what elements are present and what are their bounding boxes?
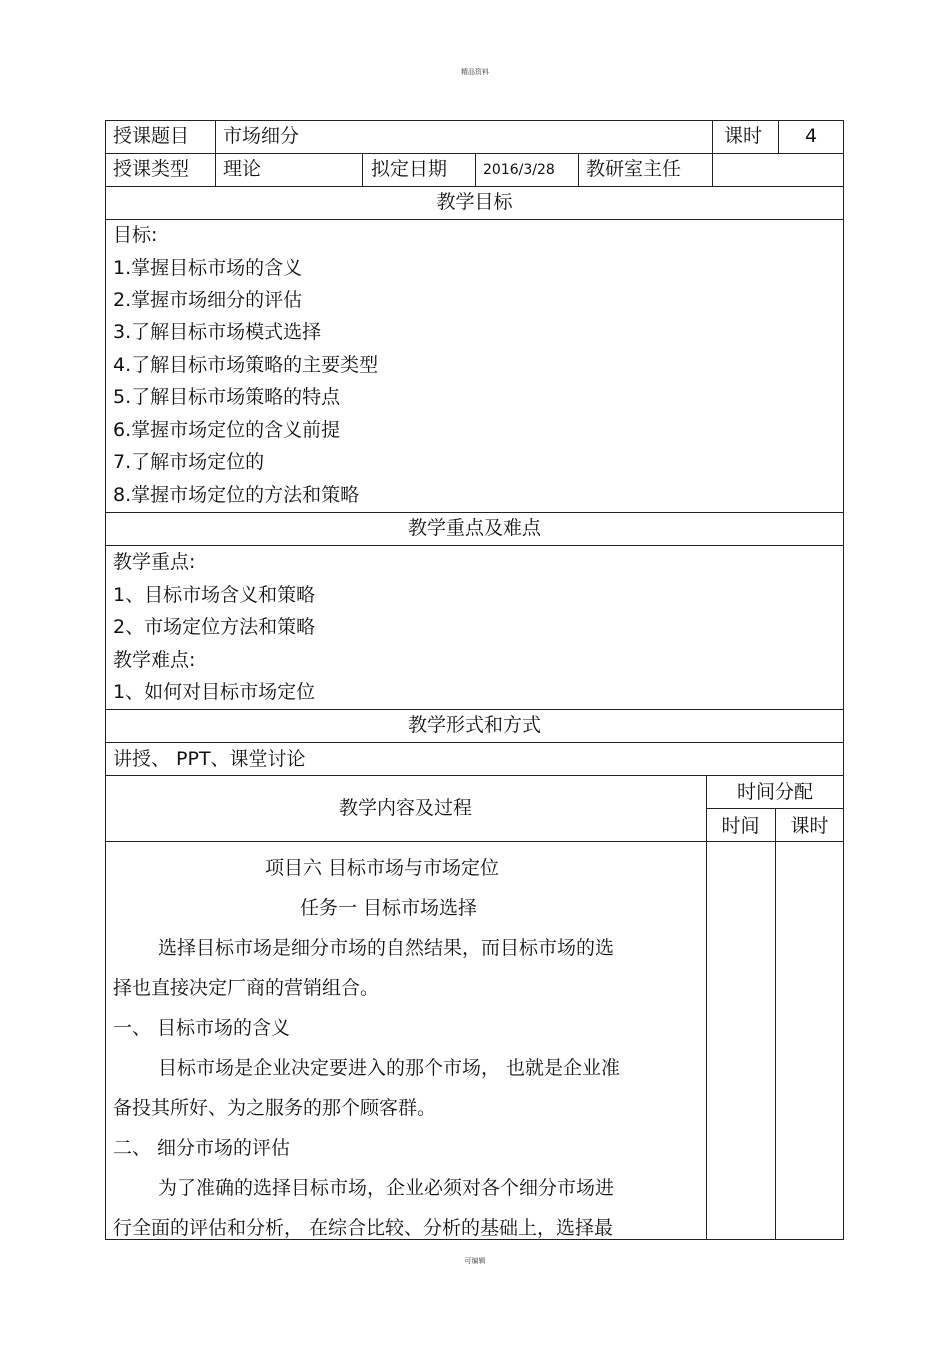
course-type-label: 授课类型 [113, 158, 190, 180]
row-divider [105, 219, 844, 220]
section-heading: 二、 细分市场的评估 [113, 1137, 291, 1159]
task-title: 任务一 目标市场选择 [300, 897, 478, 919]
header-watermark: 精品资料 [461, 68, 489, 76]
planned-date-value: 2016/3/28 [483, 162, 555, 178]
methods-heading: 教学形式和方式 [407, 714, 541, 736]
section-heading: 一、 目标市场的含义 [113, 1017, 291, 1039]
row-divider [105, 841, 844, 842]
col-divider [215, 120, 216, 186]
col-divider [475, 153, 476, 186]
paragraph-line: 备投其所好、为之服务的那个顾客群。 [113, 1097, 437, 1119]
objective-item: 5.了解目标市场策略的特点 [113, 386, 341, 408]
objectives-heading: 教学目标 [436, 191, 513, 213]
objective-item: 1.掌握目标市场的含义 [113, 257, 303, 279]
methods-value: 讲授、 PPT、课堂讨论 [113, 748, 306, 770]
key-points-heading: 教学重点及难点 [407, 517, 541, 539]
difficult-points-label: 教学难点: [113, 649, 196, 671]
course-title-label: 授课题目 [113, 125, 190, 147]
footer-watermark: 可编辑 [464, 1257, 486, 1265]
paragraph-line: 行全面的评估和分析， 在综合比较、分析的基础上，选择最 [113, 1217, 614, 1239]
objective-item: 3.了解目标市场模式选择 [113, 321, 322, 343]
difficult-point-item: 1、如何对目标市场定位 [113, 681, 316, 703]
course-title-value: 市场细分 [223, 125, 300, 147]
paragraph-line: 选择目标市场是细分市场的自然结果，而目标市场的选 [158, 937, 615, 959]
row-divider [105, 186, 844, 187]
objectives-intro: 目标: [113, 224, 158, 246]
time-column-header: 时间 [721, 815, 760, 837]
content-heading: 教学内容及过程 [338, 797, 472, 819]
col-divider [712, 120, 713, 186]
hours-column-header: 课时 [790, 815, 829, 837]
hours-value: 4 [804, 125, 818, 147]
col-divider [578, 153, 579, 186]
row-divider [105, 742, 844, 743]
paragraph-line: 目标市场是企业决定要进入的那个市场， 也就是企业准 [158, 1057, 621, 1079]
objective-item: 6.掌握市场定位的含义前提 [113, 419, 341, 441]
col-divider [706, 775, 707, 1240]
row-divider [105, 775, 844, 776]
objective-item: 4.了解目标市场策略的主要类型 [113, 354, 379, 376]
key-points-label: 教学重点: [113, 551, 196, 573]
row-divider [105, 709, 844, 710]
row-divider [105, 545, 844, 546]
col-divider [362, 153, 363, 186]
paragraph-line: 为了准确的选择目标市场，企业必须对各个细分市场进 [158, 1177, 615, 1199]
row-divider [105, 512, 844, 513]
col-divider [775, 808, 776, 1240]
hours-label: 课时 [724, 125, 763, 147]
objective-item: 8.掌握市场定位的方法和策略 [113, 484, 360, 506]
planned-date-label: 拟定日期 [371, 158, 448, 180]
objective-item: 7.了解市场定位的 [113, 451, 265, 473]
objective-item: 2.掌握市场细分的评估 [113, 289, 303, 311]
project-title: 项目六 目标市场与市场定位 [265, 857, 500, 879]
paragraph-line: 择也直接决定厂商的营销组合。 [113, 977, 380, 999]
key-point-item: 1、目标市场含义和策略 [113, 584, 316, 606]
time-allocation-header: 时间分配 [736, 781, 813, 803]
director-label: 教研室主任 [586, 158, 682, 180]
course-type-value: 理论 [223, 158, 262, 180]
key-point-item: 2、市场定位方法和策略 [113, 616, 316, 638]
